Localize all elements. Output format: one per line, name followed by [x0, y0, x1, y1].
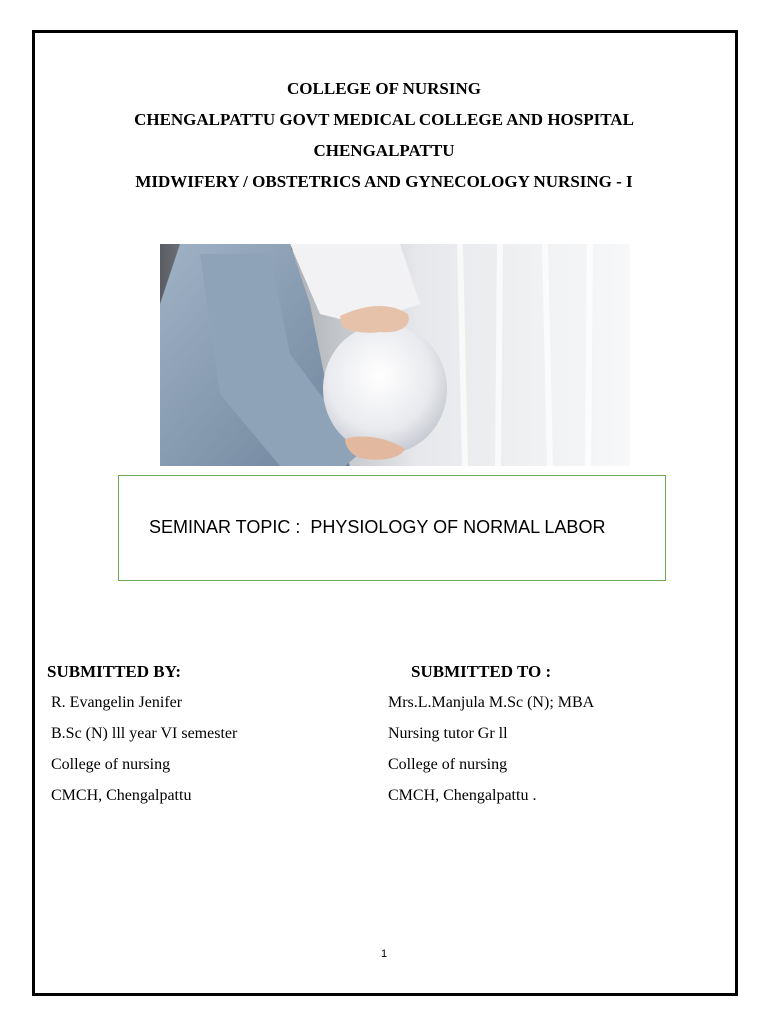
submitter-location: CMCH, Chengalpattu [51, 787, 192, 804]
page-number: 1 [380, 948, 388, 960]
institution-name: CHENGALPATTU GOVT MEDICAL COLLEGE AND HOSPITAL [134, 110, 634, 129]
submitter-course: B.Sc (N) lll year VI semester [51, 725, 238, 742]
recipient-name: Mrs.L.Manjula M.Sc (N); MBA [388, 694, 595, 711]
recipient-college: College of nursing [388, 756, 508, 773]
college-name: COLLEGE OF NURSING [287, 79, 481, 98]
pregnant-woman-photo [160, 244, 630, 466]
submitted-by-heading: SUBMITTED BY: [47, 662, 181, 681]
subject-title: MIDWIFERY / OBSTETRICS AND GYNECOLOGY NURSING - I [135, 172, 633, 191]
seminar-topic-box [118, 475, 666, 581]
seminar-topic: SEMINAR TOPIC : PHYSIOLOGY OF NORMAL LABOR [149, 517, 606, 537]
submitter-name: R. Evangelin Jenifer [51, 694, 183, 711]
recipient-location: CMCH, Chengalpattu . [388, 787, 537, 804]
submitted-to-heading: SUBMITTED TO : [411, 662, 552, 681]
city-name: CHENGALPATTU [313, 141, 455, 160]
submitter-college: College of nursing [51, 756, 171, 773]
recipient-title: Nursing tutor Gr ll [388, 725, 508, 742]
